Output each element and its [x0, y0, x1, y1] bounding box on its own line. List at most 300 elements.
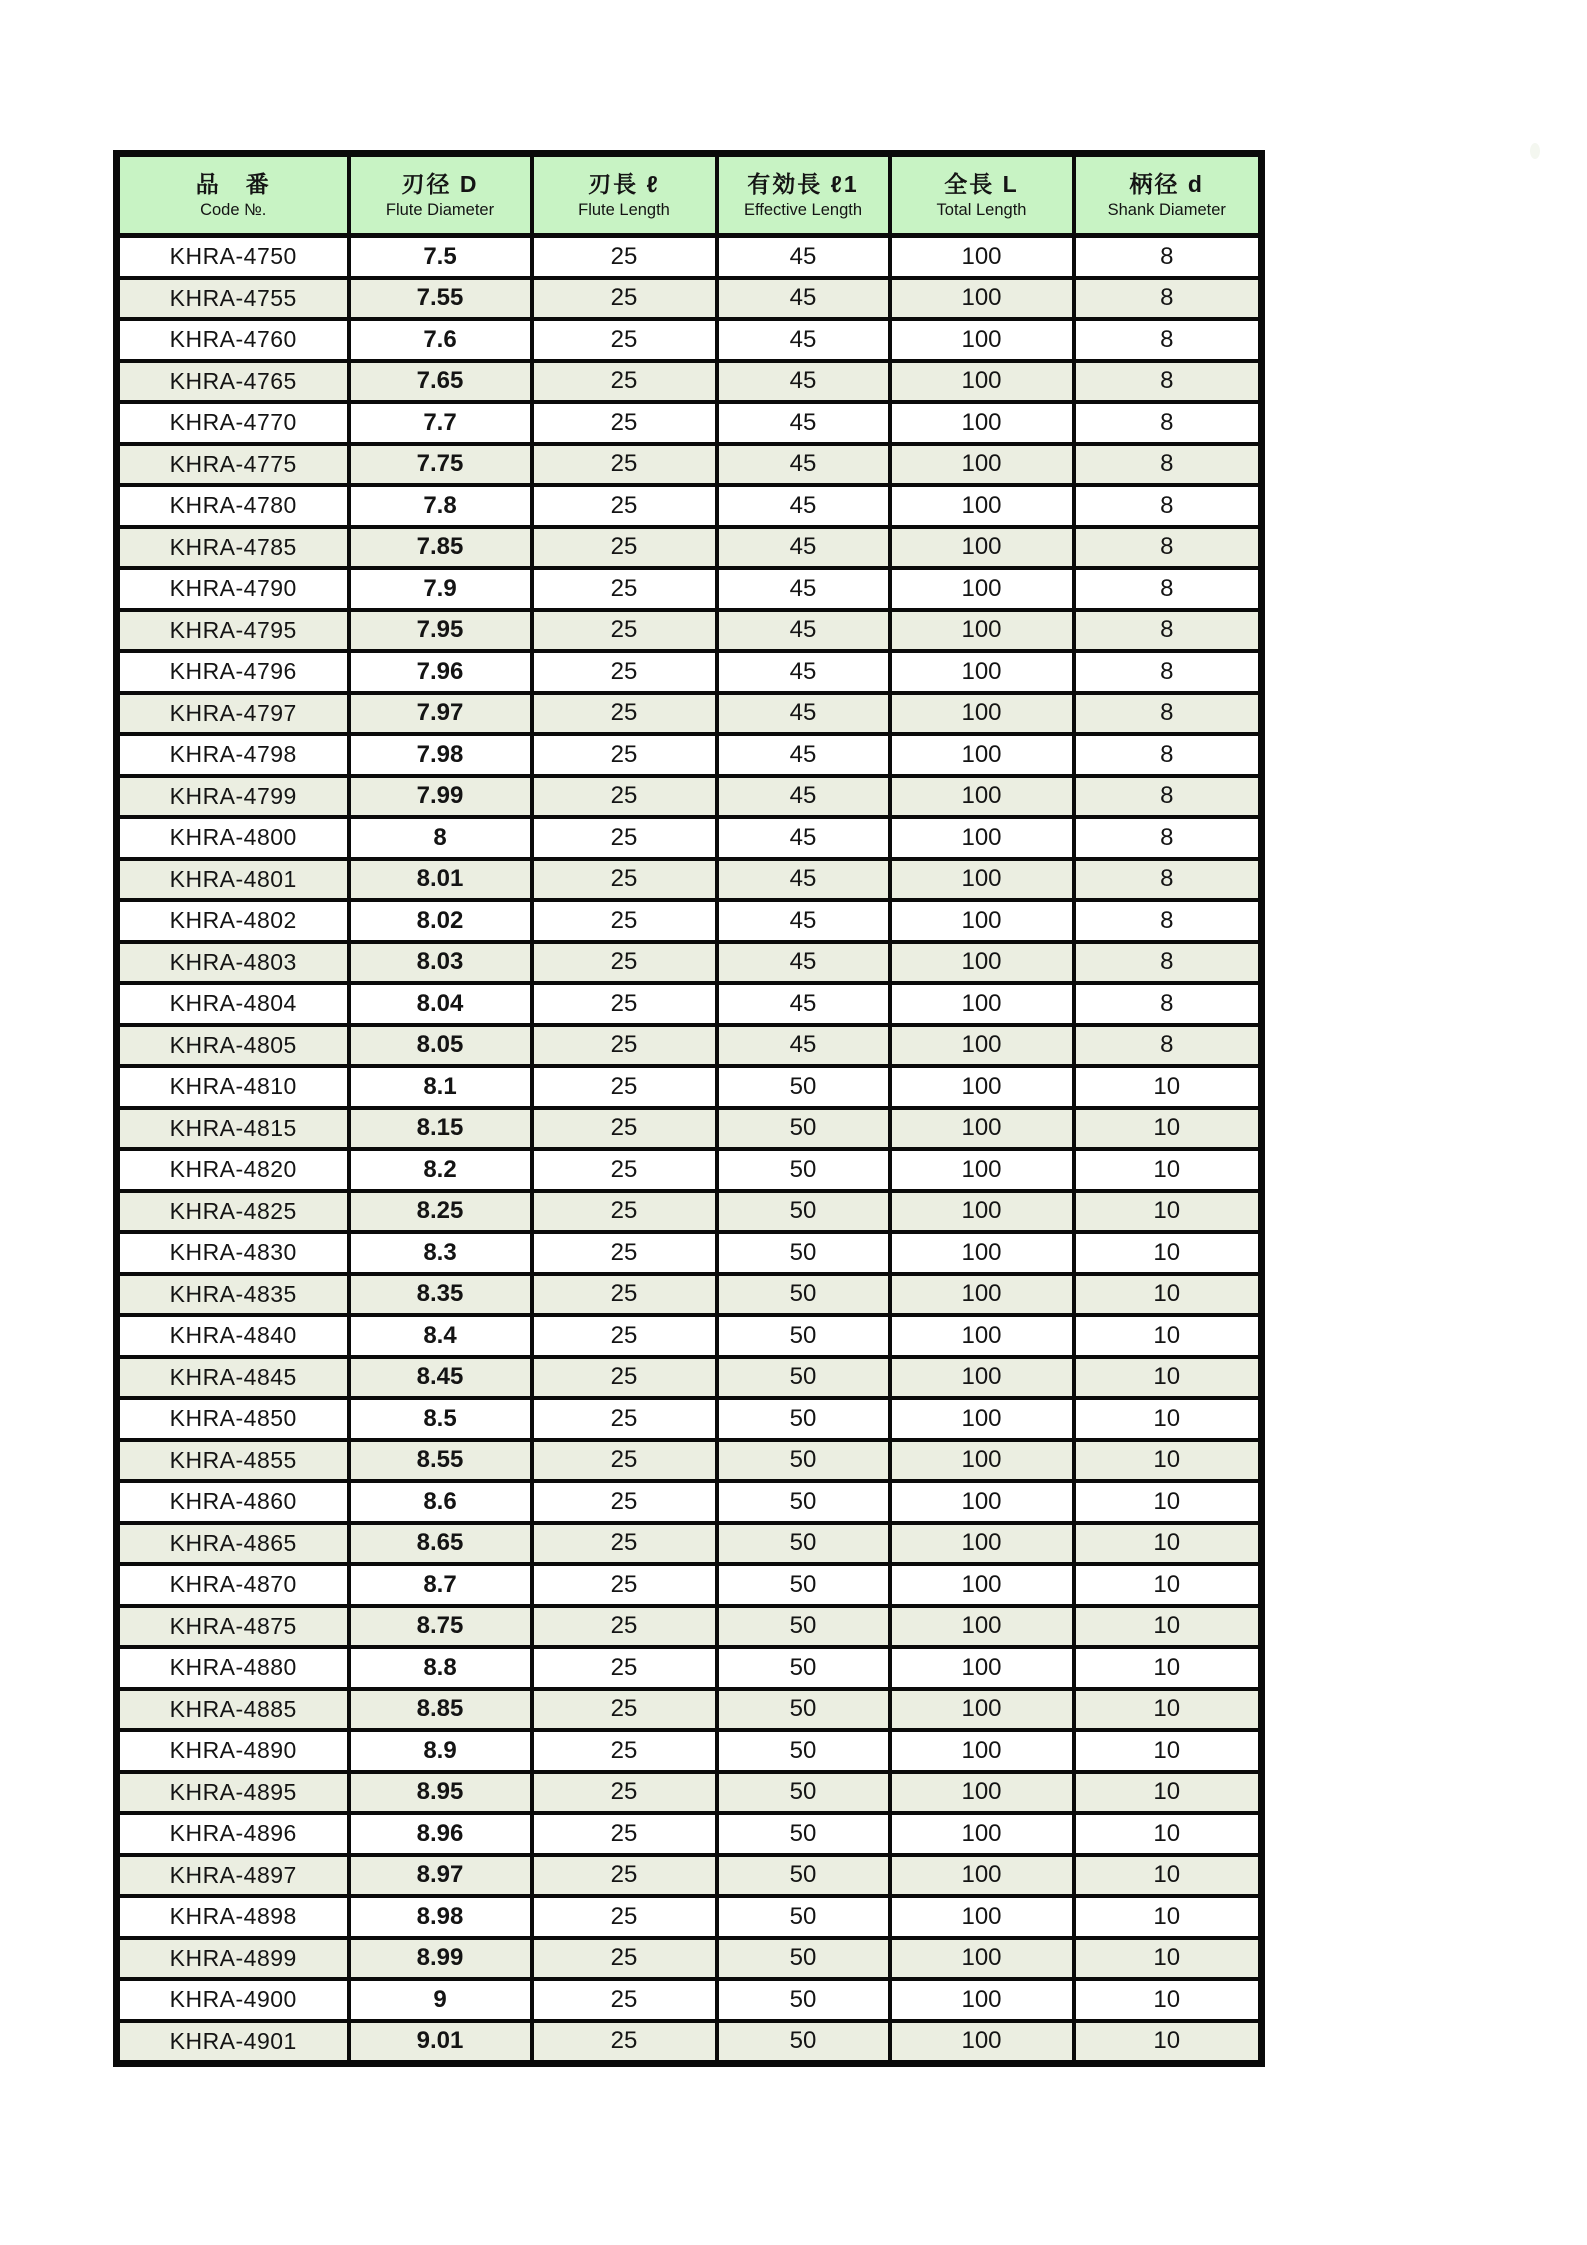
cell-effective_length: 50 — [717, 1938, 890, 1980]
table-row — [117, 1398, 1262, 1440]
cell-flute_length: 25 — [532, 1523, 717, 1565]
cell-code: KHRA-4855 — [117, 1440, 349, 1482]
cell-flute_diameter: 7.75 — [349, 444, 532, 486]
header-flute-diameter-en-label: Flute Diameter — [385, 201, 495, 220]
cell-shank_diameter: 8 — [1074, 485, 1262, 527]
cell-shank_diameter: 8 — [1074, 900, 1262, 942]
cell-flute_length: 25 — [532, 983, 717, 1025]
cell-code: KHRA-4830 — [117, 1232, 349, 1274]
cell-total_length: 100 — [890, 942, 1074, 984]
cell-flute_diameter: 8.6 — [349, 1481, 532, 1523]
cell-code: KHRA-4860 — [117, 1481, 349, 1523]
table-row — [117, 859, 1262, 901]
cell-code: KHRA-4885 — [117, 1689, 349, 1731]
cell-flute_diameter: 8.15 — [349, 1108, 532, 1150]
cell-flute_diameter: 8.04 — [349, 983, 532, 1025]
cell-flute_length: 25 — [532, 1979, 717, 2021]
table-row — [117, 485, 1262, 527]
cell-total_length: 100 — [890, 1357, 1074, 1399]
cell-code: KHRA-4780 — [117, 485, 349, 527]
cell-effective_length: 45 — [717, 942, 890, 984]
cell-effective_length: 50 — [717, 1274, 890, 1316]
cell-code: KHRA-4815 — [117, 1108, 349, 1150]
cell-shank_diameter: 10 — [1074, 2021, 1262, 2064]
header-effective-length — [717, 154, 890, 236]
cell-flute_diameter: 8.45 — [349, 1357, 532, 1399]
cell-total_length: 100 — [890, 983, 1074, 1025]
cell-code: KHRA-4765 — [117, 361, 349, 403]
cell-flute_diameter: 7.85 — [349, 527, 532, 569]
header-flute-length — [532, 154, 717, 236]
table-row — [117, 402, 1262, 444]
header-total-length-en-label: Total Length — [936, 201, 1027, 220]
table-row — [117, 1855, 1262, 1897]
cell-flute_diameter: 8.98 — [349, 1896, 532, 1938]
cell-total_length: 100 — [890, 900, 1074, 942]
cell-flute_diameter: 7.97 — [349, 693, 532, 735]
cell-flute_length: 25 — [532, 527, 717, 569]
cell-code: KHRA-4865 — [117, 1523, 349, 1565]
cell-flute_length: 25 — [532, 1232, 717, 1274]
cell-flute_diameter: 8.05 — [349, 1025, 532, 1067]
cell-effective_length: 50 — [717, 1523, 890, 1565]
cell-total_length: 100 — [890, 776, 1074, 818]
cell-flute_diameter: 8.5 — [349, 1398, 532, 1440]
cell-effective_length: 45 — [717, 776, 890, 818]
table-row — [117, 1357, 1262, 1399]
cell-effective_length: 45 — [717, 859, 890, 901]
cell-total_length: 100 — [890, 1647, 1074, 1689]
cell-total_length: 100 — [890, 1730, 1074, 1772]
cell-shank_diameter: 10 — [1074, 1896, 1262, 1938]
table-row — [117, 1896, 1262, 1938]
table-row — [117, 1689, 1262, 1731]
cell-shank_diameter: 8 — [1074, 568, 1262, 610]
cell-flute_length: 25 — [532, 1149, 717, 1191]
table-row — [117, 2021, 1262, 2064]
cell-flute_length: 25 — [532, 1564, 717, 1606]
cell-total_length: 100 — [890, 1066, 1074, 1108]
cell-total_length: 100 — [890, 2021, 1074, 2064]
cell-flute_diameter: 9.01 — [349, 2021, 532, 2064]
cell-total_length: 100 — [890, 1938, 1074, 1980]
cell-shank_diameter: 8 — [1074, 1025, 1262, 1067]
cell-code: KHRA-4804 — [117, 983, 349, 1025]
cell-total_length: 100 — [890, 651, 1074, 693]
table-row — [117, 278, 1262, 320]
cell-flute_length: 25 — [532, 1481, 717, 1523]
cell-shank_diameter: 8 — [1074, 817, 1262, 859]
cell-flute_length: 25 — [532, 1938, 717, 1980]
table-row — [117, 1813, 1262, 1855]
cell-code: KHRA-4845 — [117, 1357, 349, 1399]
cell-effective_length: 45 — [717, 319, 890, 361]
cell-shank_diameter: 10 — [1074, 1066, 1262, 1108]
cell-total_length: 100 — [890, 319, 1074, 361]
table-row — [117, 444, 1262, 486]
cell-flute_diameter: 8.35 — [349, 1274, 532, 1316]
cell-flute_length: 25 — [532, 859, 717, 901]
cell-shank_diameter: 10 — [1074, 1191, 1262, 1233]
cell-total_length: 100 — [890, 817, 1074, 859]
cell-flute_diameter: 8.7 — [349, 1564, 532, 1606]
table-row — [117, 1938, 1262, 1980]
cell-total_length: 100 — [890, 1855, 1074, 1897]
header-total-length — [890, 154, 1074, 236]
cell-effective_length: 50 — [717, 1896, 890, 1938]
cell-total_length: 100 — [890, 485, 1074, 527]
cell-total_length: 100 — [890, 568, 1074, 610]
scan-artifact — [1530, 143, 1540, 159]
cell-code: KHRA-4795 — [117, 610, 349, 652]
cell-shank_diameter: 8 — [1074, 402, 1262, 444]
table-row — [117, 1232, 1262, 1274]
cell-total_length: 100 — [890, 1025, 1074, 1067]
cell-effective_length: 45 — [717, 485, 890, 527]
cell-shank_diameter: 10 — [1074, 1440, 1262, 1482]
cell-flute_diameter: 7.7 — [349, 402, 532, 444]
cell-effective_length: 50 — [717, 1440, 890, 1482]
cell-flute_length: 25 — [532, 610, 717, 652]
cell-flute_length: 25 — [532, 319, 717, 361]
table-row — [117, 1979, 1262, 2021]
cell-total_length: 100 — [890, 361, 1074, 403]
cell-code: KHRA-4760 — [117, 319, 349, 361]
cell-effective_length: 45 — [717, 900, 890, 942]
table-header-row — [117, 154, 1262, 236]
cell-shank_diameter: 8 — [1074, 278, 1262, 320]
cell-flute_length: 25 — [532, 278, 717, 320]
cell-flute_diameter: 8.96 — [349, 1813, 532, 1855]
cell-total_length: 100 — [890, 236, 1074, 278]
cell-effective_length: 50 — [717, 1357, 890, 1399]
cell-flute_diameter: 8 — [349, 817, 532, 859]
cell-shank_diameter: 10 — [1074, 1606, 1262, 1648]
cell-code: KHRA-4835 — [117, 1274, 349, 1316]
cell-code: KHRA-4897 — [117, 1855, 349, 1897]
cell-effective_length: 50 — [717, 1315, 890, 1357]
cell-flute_diameter: 7.98 — [349, 734, 532, 776]
table-row — [117, 734, 1262, 776]
header-code-jp-label: 品 番 — [195, 170, 271, 197]
table-row — [117, 817, 1262, 859]
table-row — [117, 776, 1262, 818]
table-row — [117, 236, 1262, 278]
cell-effective_length: 50 — [717, 1606, 890, 1648]
cell-flute_length: 25 — [532, 1191, 717, 1233]
cell-flute_diameter: 8.85 — [349, 1689, 532, 1731]
cell-shank_diameter: 10 — [1074, 1564, 1262, 1606]
cell-shank_diameter: 10 — [1074, 1398, 1262, 1440]
cell-total_length: 100 — [890, 1481, 1074, 1523]
table-row — [117, 1025, 1262, 1067]
cell-code: KHRA-4798 — [117, 734, 349, 776]
cell-flute_diameter: 7.9 — [349, 568, 532, 610]
cell-flute_length: 25 — [532, 900, 717, 942]
cell-flute_length: 25 — [532, 236, 717, 278]
cell-shank_diameter: 10 — [1074, 1813, 1262, 1855]
cell-flute_diameter: 7.5 — [349, 236, 532, 278]
header-code — [117, 154, 349, 236]
table-row — [117, 651, 1262, 693]
cell-effective_length: 50 — [717, 1730, 890, 1772]
cell-effective_length: 50 — [717, 1066, 890, 1108]
cell-flute_length: 25 — [532, 734, 717, 776]
cell-shank_diameter: 10 — [1074, 1149, 1262, 1191]
cell-total_length: 100 — [890, 610, 1074, 652]
cell-total_length: 100 — [890, 1689, 1074, 1731]
cell-flute_length: 25 — [532, 1730, 717, 1772]
cell-total_length: 100 — [890, 402, 1074, 444]
cell-code: KHRA-4899 — [117, 1938, 349, 1980]
cell-shank_diameter: 10 — [1074, 1938, 1262, 1980]
table-row — [117, 1149, 1262, 1191]
cell-shank_diameter: 10 — [1074, 1772, 1262, 1814]
cell-flute_length: 25 — [532, 2021, 717, 2064]
cell-flute_diameter: 8.95 — [349, 1772, 532, 1814]
table-row — [117, 1481, 1262, 1523]
cell-flute_length: 25 — [532, 693, 717, 735]
cell-code: KHRA-4770 — [117, 402, 349, 444]
cell-flute_length: 25 — [532, 776, 717, 818]
cell-effective_length: 45 — [717, 734, 890, 776]
cell-code: KHRA-4875 — [117, 1606, 349, 1648]
cell-code: KHRA-4750 — [117, 236, 349, 278]
table-row — [117, 693, 1262, 735]
cell-shank_diameter: 8 — [1074, 610, 1262, 652]
header-effective-length-en-label: Effective Length — [743, 201, 863, 220]
spec-table-body — [117, 236, 1262, 2064]
cell-code: KHRA-4896 — [117, 1813, 349, 1855]
cell-shank_diameter: 8 — [1074, 361, 1262, 403]
table-row — [117, 1772, 1262, 1814]
cell-code: KHRA-4840 — [117, 1315, 349, 1357]
cell-flute_diameter: 8.4 — [349, 1315, 532, 1357]
cell-flute_length: 25 — [532, 1066, 717, 1108]
cell-shank_diameter: 8 — [1074, 859, 1262, 901]
cell-flute_length: 25 — [532, 1772, 717, 1814]
table-row — [117, 1647, 1262, 1689]
cell-code: KHRA-4810 — [117, 1066, 349, 1108]
cell-total_length: 100 — [890, 1108, 1074, 1150]
cell-flute_diameter: 9 — [349, 1979, 532, 2021]
cell-shank_diameter: 10 — [1074, 1855, 1262, 1897]
cell-total_length: 100 — [890, 693, 1074, 735]
cell-code: KHRA-4820 — [117, 1149, 349, 1191]
cell-total_length: 100 — [890, 1772, 1074, 1814]
header-shank-diameter — [1074, 154, 1262, 236]
cell-code: KHRA-4895 — [117, 1772, 349, 1814]
cell-effective_length: 45 — [717, 444, 890, 486]
cell-flute_diameter: 8.02 — [349, 900, 532, 942]
cell-shank_diameter: 10 — [1074, 1647, 1262, 1689]
cell-total_length: 100 — [890, 1274, 1074, 1316]
cell-effective_length: 50 — [717, 1398, 890, 1440]
cell-flute_diameter: 7.6 — [349, 319, 532, 361]
cell-effective_length: 50 — [717, 1108, 890, 1150]
cell-total_length: 100 — [890, 1191, 1074, 1233]
table-row — [117, 1191, 1262, 1233]
cell-code: KHRA-4802 — [117, 900, 349, 942]
cell-flute_diameter: 7.99 — [349, 776, 532, 818]
cell-effective_length: 45 — [717, 236, 890, 278]
cell-flute_length: 25 — [532, 1896, 717, 1938]
cell-flute_length: 25 — [532, 1108, 717, 1150]
table-row — [117, 1606, 1262, 1648]
cell-code: KHRA-4805 — [117, 1025, 349, 1067]
cell-effective_length: 50 — [717, 2021, 890, 2064]
cell-total_length: 100 — [890, 1979, 1074, 2021]
cell-flute_length: 25 — [532, 1398, 717, 1440]
table-row — [117, 1066, 1262, 1108]
cell-shank_diameter: 10 — [1074, 1730, 1262, 1772]
cell-code: KHRA-4825 — [117, 1191, 349, 1233]
cell-flute_length: 25 — [532, 1813, 717, 1855]
cell-flute_diameter: 8.65 — [349, 1523, 532, 1565]
cell-code: KHRA-4799 — [117, 776, 349, 818]
cell-effective_length: 50 — [717, 1979, 890, 2021]
table-row — [117, 1274, 1262, 1316]
cell-effective_length: 45 — [717, 361, 890, 403]
cell-code: KHRA-4775 — [117, 444, 349, 486]
table-row — [117, 1730, 1262, 1772]
cell-shank_diameter: 8 — [1074, 942, 1262, 984]
cell-shank_diameter: 8 — [1074, 651, 1262, 693]
table-row — [117, 1523, 1262, 1565]
header-effective-length-jp-label: 有効長 ℓ1 — [747, 170, 859, 197]
cell-effective_length: 45 — [717, 278, 890, 320]
cell-flute_length: 25 — [532, 361, 717, 403]
cell-flute_diameter: 7.8 — [349, 485, 532, 527]
cell-flute_diameter: 7.95 — [349, 610, 532, 652]
cell-effective_length: 50 — [717, 1689, 890, 1731]
table-row — [117, 1440, 1262, 1482]
cell-shank_diameter: 10 — [1074, 1979, 1262, 2021]
cell-flute_diameter: 7.65 — [349, 361, 532, 403]
cell-flute_length: 25 — [532, 1357, 717, 1399]
cell-shank_diameter: 8 — [1074, 983, 1262, 1025]
cell-flute_diameter: 8.99 — [349, 1938, 532, 1980]
cell-flute_diameter: 8.25 — [349, 1191, 532, 1233]
cell-flute_diameter: 8.9 — [349, 1730, 532, 1772]
cell-total_length: 100 — [890, 1315, 1074, 1357]
table-row — [117, 319, 1262, 361]
table-row — [117, 568, 1262, 610]
cell-code: KHRA-4796 — [117, 651, 349, 693]
cell-code: KHRA-4801 — [117, 859, 349, 901]
cell-effective_length: 50 — [717, 1191, 890, 1233]
cell-effective_length: 50 — [717, 1232, 890, 1274]
cell-effective_length: 50 — [717, 1481, 890, 1523]
cell-code: KHRA-4803 — [117, 942, 349, 984]
header-flute-diameter-jp-label: 刃径 D — [401, 170, 479, 197]
cell-flute_length: 25 — [532, 1274, 717, 1316]
table-row — [117, 1108, 1262, 1150]
cell-flute_diameter: 8.75 — [349, 1606, 532, 1648]
cell-code: KHRA-4870 — [117, 1564, 349, 1606]
cell-effective_length: 45 — [717, 983, 890, 1025]
cell-code: KHRA-4790 — [117, 568, 349, 610]
spec-table — [113, 150, 1265, 2067]
table-row — [117, 1315, 1262, 1357]
cell-total_length: 100 — [890, 1813, 1074, 1855]
table-row — [117, 361, 1262, 403]
cell-flute_length: 25 — [532, 444, 717, 486]
cell-effective_length: 45 — [717, 693, 890, 735]
cell-flute_length: 25 — [532, 817, 717, 859]
cell-flute_diameter: 8.1 — [349, 1066, 532, 1108]
cell-total_length: 100 — [890, 1523, 1074, 1565]
cell-flute_diameter: 8.97 — [349, 1855, 532, 1897]
cell-flute_diameter: 7.55 — [349, 278, 532, 320]
cell-total_length: 100 — [890, 734, 1074, 776]
cell-shank_diameter: 8 — [1074, 527, 1262, 569]
cell-shank_diameter: 8 — [1074, 734, 1262, 776]
header-shank-diameter-en-label: Shank Diameter — [1107, 201, 1226, 220]
cell-code: KHRA-4797 — [117, 693, 349, 735]
cell-code: KHRA-4785 — [117, 527, 349, 569]
cell-code: KHRA-4755 — [117, 278, 349, 320]
cell-effective_length: 45 — [717, 402, 890, 444]
cell-flute_length: 25 — [532, 1025, 717, 1067]
cell-shank_diameter: 8 — [1074, 236, 1262, 278]
cell-flute_diameter: 8.01 — [349, 859, 532, 901]
cell-effective_length: 50 — [717, 1855, 890, 1897]
cell-total_length: 100 — [890, 1440, 1074, 1482]
cell-total_length: 100 — [890, 1606, 1074, 1648]
cell-code: KHRA-4898 — [117, 1896, 349, 1938]
cell-effective_length: 45 — [717, 817, 890, 859]
table-row — [117, 900, 1262, 942]
cell-effective_length: 50 — [717, 1813, 890, 1855]
cell-shank_diameter: 8 — [1074, 693, 1262, 735]
cell-total_length: 100 — [890, 1896, 1074, 1938]
cell-total_length: 100 — [890, 1149, 1074, 1191]
header-flute-diameter — [349, 154, 532, 236]
cell-flute_diameter: 8.2 — [349, 1149, 532, 1191]
cell-flute_length: 25 — [532, 568, 717, 610]
header-shank-diameter-jp-label: 柄径 d — [1129, 170, 1204, 197]
cell-total_length: 100 — [890, 278, 1074, 320]
cell-code: KHRA-4800 — [117, 817, 349, 859]
table-row — [117, 942, 1262, 984]
cell-flute_diameter: 7.96 — [349, 651, 532, 693]
cell-shank_diameter: 8 — [1074, 319, 1262, 361]
cell-effective_length: 45 — [717, 610, 890, 652]
cell-shank_diameter: 10 — [1074, 1232, 1262, 1274]
cell-total_length: 100 — [890, 1564, 1074, 1606]
cell-code: KHRA-4880 — [117, 1647, 349, 1689]
cell-effective_length: 45 — [717, 527, 890, 569]
table-row — [117, 610, 1262, 652]
cell-flute_length: 25 — [532, 1689, 717, 1731]
cell-flute_length: 25 — [532, 485, 717, 527]
cell-total_length: 100 — [890, 527, 1074, 569]
cell-code: KHRA-4850 — [117, 1398, 349, 1440]
cell-effective_length: 50 — [717, 1647, 890, 1689]
cell-shank_diameter: 10 — [1074, 1108, 1262, 1150]
cell-flute_diameter: 8.8 — [349, 1647, 532, 1689]
cell-flute_length: 25 — [532, 651, 717, 693]
cell-effective_length: 45 — [717, 568, 890, 610]
cell-flute_length: 25 — [532, 942, 717, 984]
cell-flute_diameter: 8.55 — [349, 1440, 532, 1482]
cell-flute_length: 25 — [532, 1606, 717, 1648]
cell-shank_diameter: 10 — [1074, 1357, 1262, 1399]
header-flute-length-en-label: Flute Length — [578, 201, 670, 220]
cell-effective_length: 50 — [717, 1772, 890, 1814]
cell-effective_length: 50 — [717, 1149, 890, 1191]
